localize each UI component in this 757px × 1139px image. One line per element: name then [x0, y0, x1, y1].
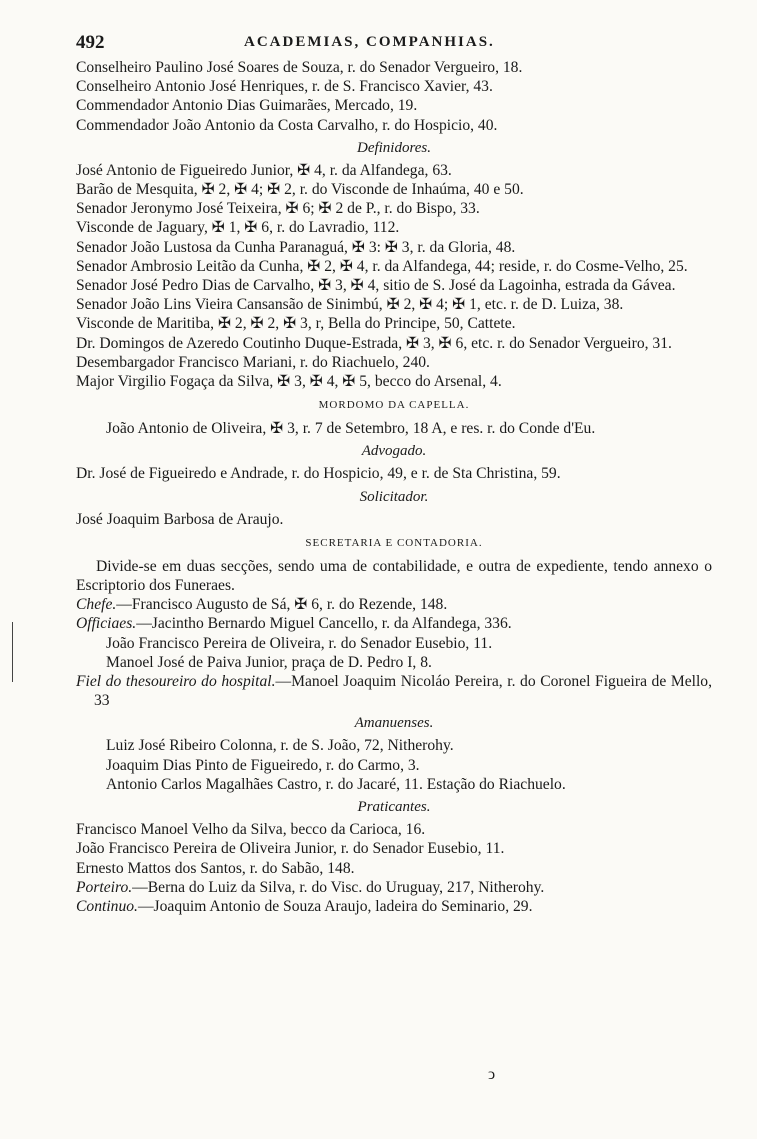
list-item: Luiz José Ribeiro Colonna, r. de S. João, 72, Nitherohy.	[106, 737, 454, 755]
list-item: Antonio Carlos Magalhães Castro, r. do Jacaré, 11. Estação do Riachuelo.	[106, 775, 566, 793]
running-title: ACADEMIAS, COMPANHIAS.	[244, 34, 495, 50]
section-heading-definidores: Definidores.	[356, 139, 432, 156]
list-item	[76, 878, 712, 897]
section-intro: Divide-se em duas secções, sendo uma de contabilidade, e outra de expediente, tendo annexo o Escriptorio dos Funeraes.	[76, 557, 712, 595]
role-label: Porteiro.	[76, 878, 133, 896]
list-item: Visconde de Jaguary, ✠ 1, ✠ 6, r. do Lavradio, 112.	[76, 219, 400, 237]
list-item: João Francisco Pereira de Oliveira, r. do Senador Eusebio, 11.	[106, 634, 493, 652]
section-heading-praticantes: Praticantes.	[357, 799, 431, 816]
list-item: Commendador João Antonio da Costa Carvalho, r. do Hospicio, 40.	[76, 116, 498, 134]
section-heading-amanuenses: Amanuenses.	[354, 715, 434, 732]
list-item: Manoel José de Paiva Junior, praça de D. Pedro I, 8.	[106, 653, 432, 671]
list-item: Major Virgilio Fogaça da Silva, ✠ 3, ✠ 4, ✠ 5, becco do Arsenal, 4.	[76, 373, 502, 391]
role-text: —Joaquim Antonio de Souza Araujo, ladeira do Seminario, 29.	[137, 897, 533, 915]
role-text: —Manoel Joaquim Nicoláo Pereira, r. do Coronel Figueira de Mello, 33	[94, 673, 712, 710]
section-heading-secretaria: SECRETARIA E CONTADORIA.	[305, 536, 483, 549]
page-number: 492	[76, 32, 105, 53]
role-label: Chefe.	[76, 596, 117, 614]
role-label: Continuo.	[76, 897, 138, 915]
list-item: Conselheiro Antonio José Henriques, r. de S. Francisco Xavier, 43.	[76, 78, 493, 96]
list-item	[76, 672, 712, 710]
list-item: Senador José Pedro Dias de Carvalho, ✠ 3, ✠ 4, sitio de S. José da Lagoinha, estrada da Gávea.	[76, 277, 676, 295]
list-item: Barão de Mesquita, ✠ 2, ✠ 4; ✠ 2, r. do Visconde de Inhaúma, 40 e 50.	[76, 181, 524, 199]
section-heading-mordomo: MORDOMO DA CAPELLA.	[318, 399, 470, 412]
role-text: —Jacintho Bernardo Miguel Cancello, r. da Alfandega, 336.	[136, 615, 512, 633]
list-item: Senador Ambrosio Leitão da Cunha, ✠ 2, ✠ 4, r. da Alfandega, 44; reside, r. do Cosme-Velho, 25.	[76, 257, 688, 275]
list-item: Francisco Manoel Velho da Silva, becco da Carioca, 16.	[76, 821, 426, 839]
role-text: —Berna do Luiz da Silva, r. do Visc. do Uruguay, 217, Nitherohy.	[132, 878, 545, 896]
role-label: Officiaes.	[76, 615, 137, 633]
list-item: José Antonio de Figueiredo Junior, ✠ 4, r. da Alfandega, 63.	[76, 161, 452, 179]
list-item: Visconde de Maritiba, ✠ 2, ✠ 2, ✠ 3, r, Bella do Principe, 50, Cattete.	[76, 315, 516, 333]
list-item: Senador João Lustosa da Cunha Paranaguá, ✠ 3: ✠ 3, r. da Gloria, 48.	[76, 238, 516, 256]
section-heading-solicitador: Solicitador.	[359, 488, 429, 505]
footer-mark: ↄ	[488, 1066, 496, 1083]
document-page	[76, 30, 712, 916]
list-item: Dr. José de Figueiredo e Andrade, r. do Hospicio, 49, e r. de Sta Christina, 59.	[76, 465, 561, 483]
list-item: Desembargador Francisco Mariani, r. do Riachuelo, 240.	[76, 353, 430, 371]
section-heading-advogado: Advogado.	[361, 443, 427, 460]
list-item: Conselheiro Paulino José Soares de Souza, r. do Senador Vergueiro, 18.	[76, 59, 523, 76]
list-item: Senador João Lins Vieira Cansansão de Sinimbú, ✠ 2, ✠ 4; ✠ 1, etc. r. de D. Luiza, 38.	[76, 296, 624, 314]
role-text: —Francisco Augusto de Sá, ✠ 6, r. do Rezende, 148.	[116, 596, 448, 614]
page-header	[76, 30, 712, 58]
role-label: Fiel do thesoureiro do hospital.	[76, 673, 276, 691]
list-item: João Antonio de Oliveira, ✠ 3, r. 7 de Setembro, 18 A, e res. r. do Conde d'Eu.	[106, 420, 596, 438]
list-item: José Joaquim Barbosa de Araujo.	[76, 510, 284, 528]
list-item: Senador Jeronymo José Teixeira, ✠ 6; ✠ 2 de P., r. do Bispo, 33.	[76, 200, 480, 218]
list-item	[76, 614, 712, 633]
list-item: Commendador Antonio Dias Guimarães, Mercado, 19.	[76, 97, 418, 115]
list-item: Ernesto Mattos dos Santos, r. do Sabão, 148.	[76, 859, 355, 877]
list-item	[76, 897, 712, 916]
list-item	[76, 595, 712, 614]
margin-mark	[12, 622, 13, 682]
list-item: João Francisco Pereira de Oliveira Junior, r. do Senador Eusebio, 11.	[76, 840, 505, 858]
list-item: Dr. Domingos de Azeredo Coutinho Duque-Estrada, ✠ 3, ✠ 6, etc. r. do Senador Vergueiro, 31.	[76, 334, 672, 352]
list-item: Joaquim Dias Pinto de Figueiredo, r. do Carmo, 3.	[106, 756, 420, 774]
